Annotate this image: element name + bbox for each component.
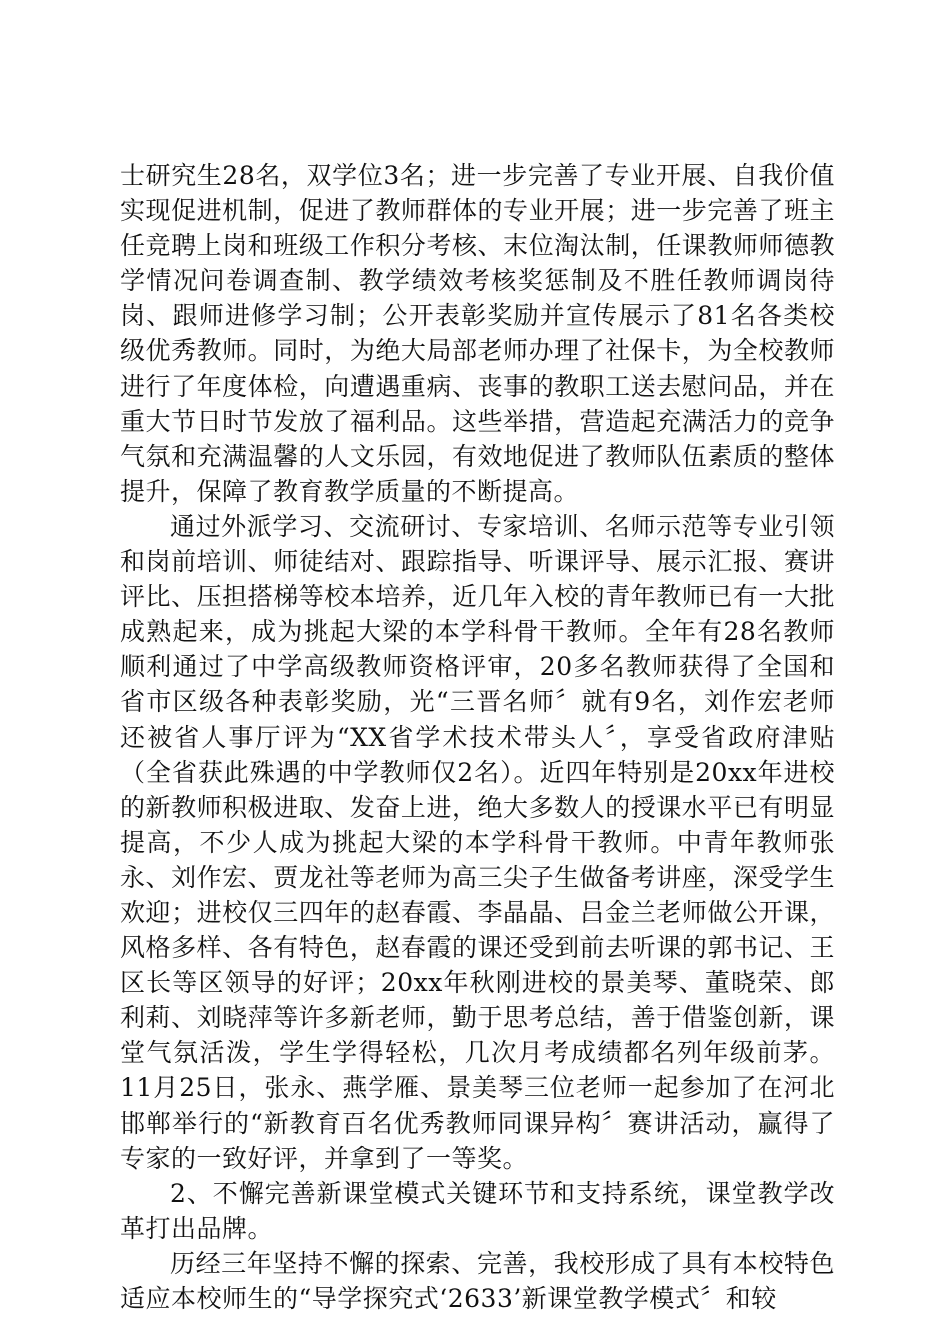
document-body — [120, 158, 835, 1316]
paragraph-2: 通过外派学习、交流研讨、专家培训、名师示范等专业引领和岗前培训、师徒结对、跟踪指导、听课评导、展示汇报、赛讲评比、压担搭梯等校本培养，近几年入校的青年教师已有一大批成熟起来，成为挑起大梁的本学科骨干教师。全年有28名教师顺利通过了中学高级教师资格评审，20多名教师获得了全国和省市区级各种表彰奖励，光“三晋名师〞就有9名，刘作宏老师还被省人事厅评为“XX省学术技术带头人〞，享受省政府津贴（全省获此殊遇的中学教师仅2名）。近四年特别是20xx年进校的新教师积极进取、发奋上进，绝大多数人的授课水平已有明显提高，不少人成为挑起大梁的本学科骨干教师。中青年教师张永、刘作宏、贾龙社等老师为高三尖子生做备考讲座，深受学生欢迎；进校仅三四年的赵春霞、李晶晶、吕金兰老师做公开课，风格多样、各有特色，赵春霞的课还受到前去听课的郭书记、王区长等区领导的好评；20xx年秋刚进校的景美琴、董晓荣、郎利莉、刘晓萍等许多新老师，勤于思考总结，善于借鉴创新，课堂气氛活泼，学生学得轻松，几次月考成绩都名列年级前茅。11月25日，张永、燕学雁、景美琴三位老师一起参加了在河北邯郸举行的“新教育百名优秀教师同课异构〞赛讲活动，赢得了专家的一致好评，并拿到了一等奖。 — [120, 511, 835, 1173]
paragraph-3-heading: 2、不懈完善新课堂模式关键环节和支持系统，课堂教学改革打出品牌。 — [120, 1178, 835, 1243]
paragraph-1: 士研究生28名，双学位3名；进一步完善了专业开展、自我价值实现促进机制，促进了教师群体的专业开展；进一步完善了班主任竞聘上岗和班级工作积分考核、末位淘汰制，任课教师师德教学情况问卷调查制、教学绩效考核奖惩制及不胜任教师调岗待岗、跟师进修学习制；公开表彰奖励并宣传展示了81名各类校级优秀教师。同时，为绝大局部老师办理了社保卡，为全校教师进行了年度体检，向遭遇重病、丧事的教职工送去慰问品，并在重大节日时节发放了福利品。这些举措，营造起充满活力的竞争气氛和充满温馨的人文乐园，有效地促进了教师队伍素质的整体提升，保障了教育教学质量的不断提高。 — [120, 161, 835, 506]
paragraph-4: 历经三年坚持不懈的探索、完善，我校形成了具有本校特色适应本校师生的“导学探究式‘2633’新课堂教学模式〞和较 — [120, 1248, 835, 1313]
